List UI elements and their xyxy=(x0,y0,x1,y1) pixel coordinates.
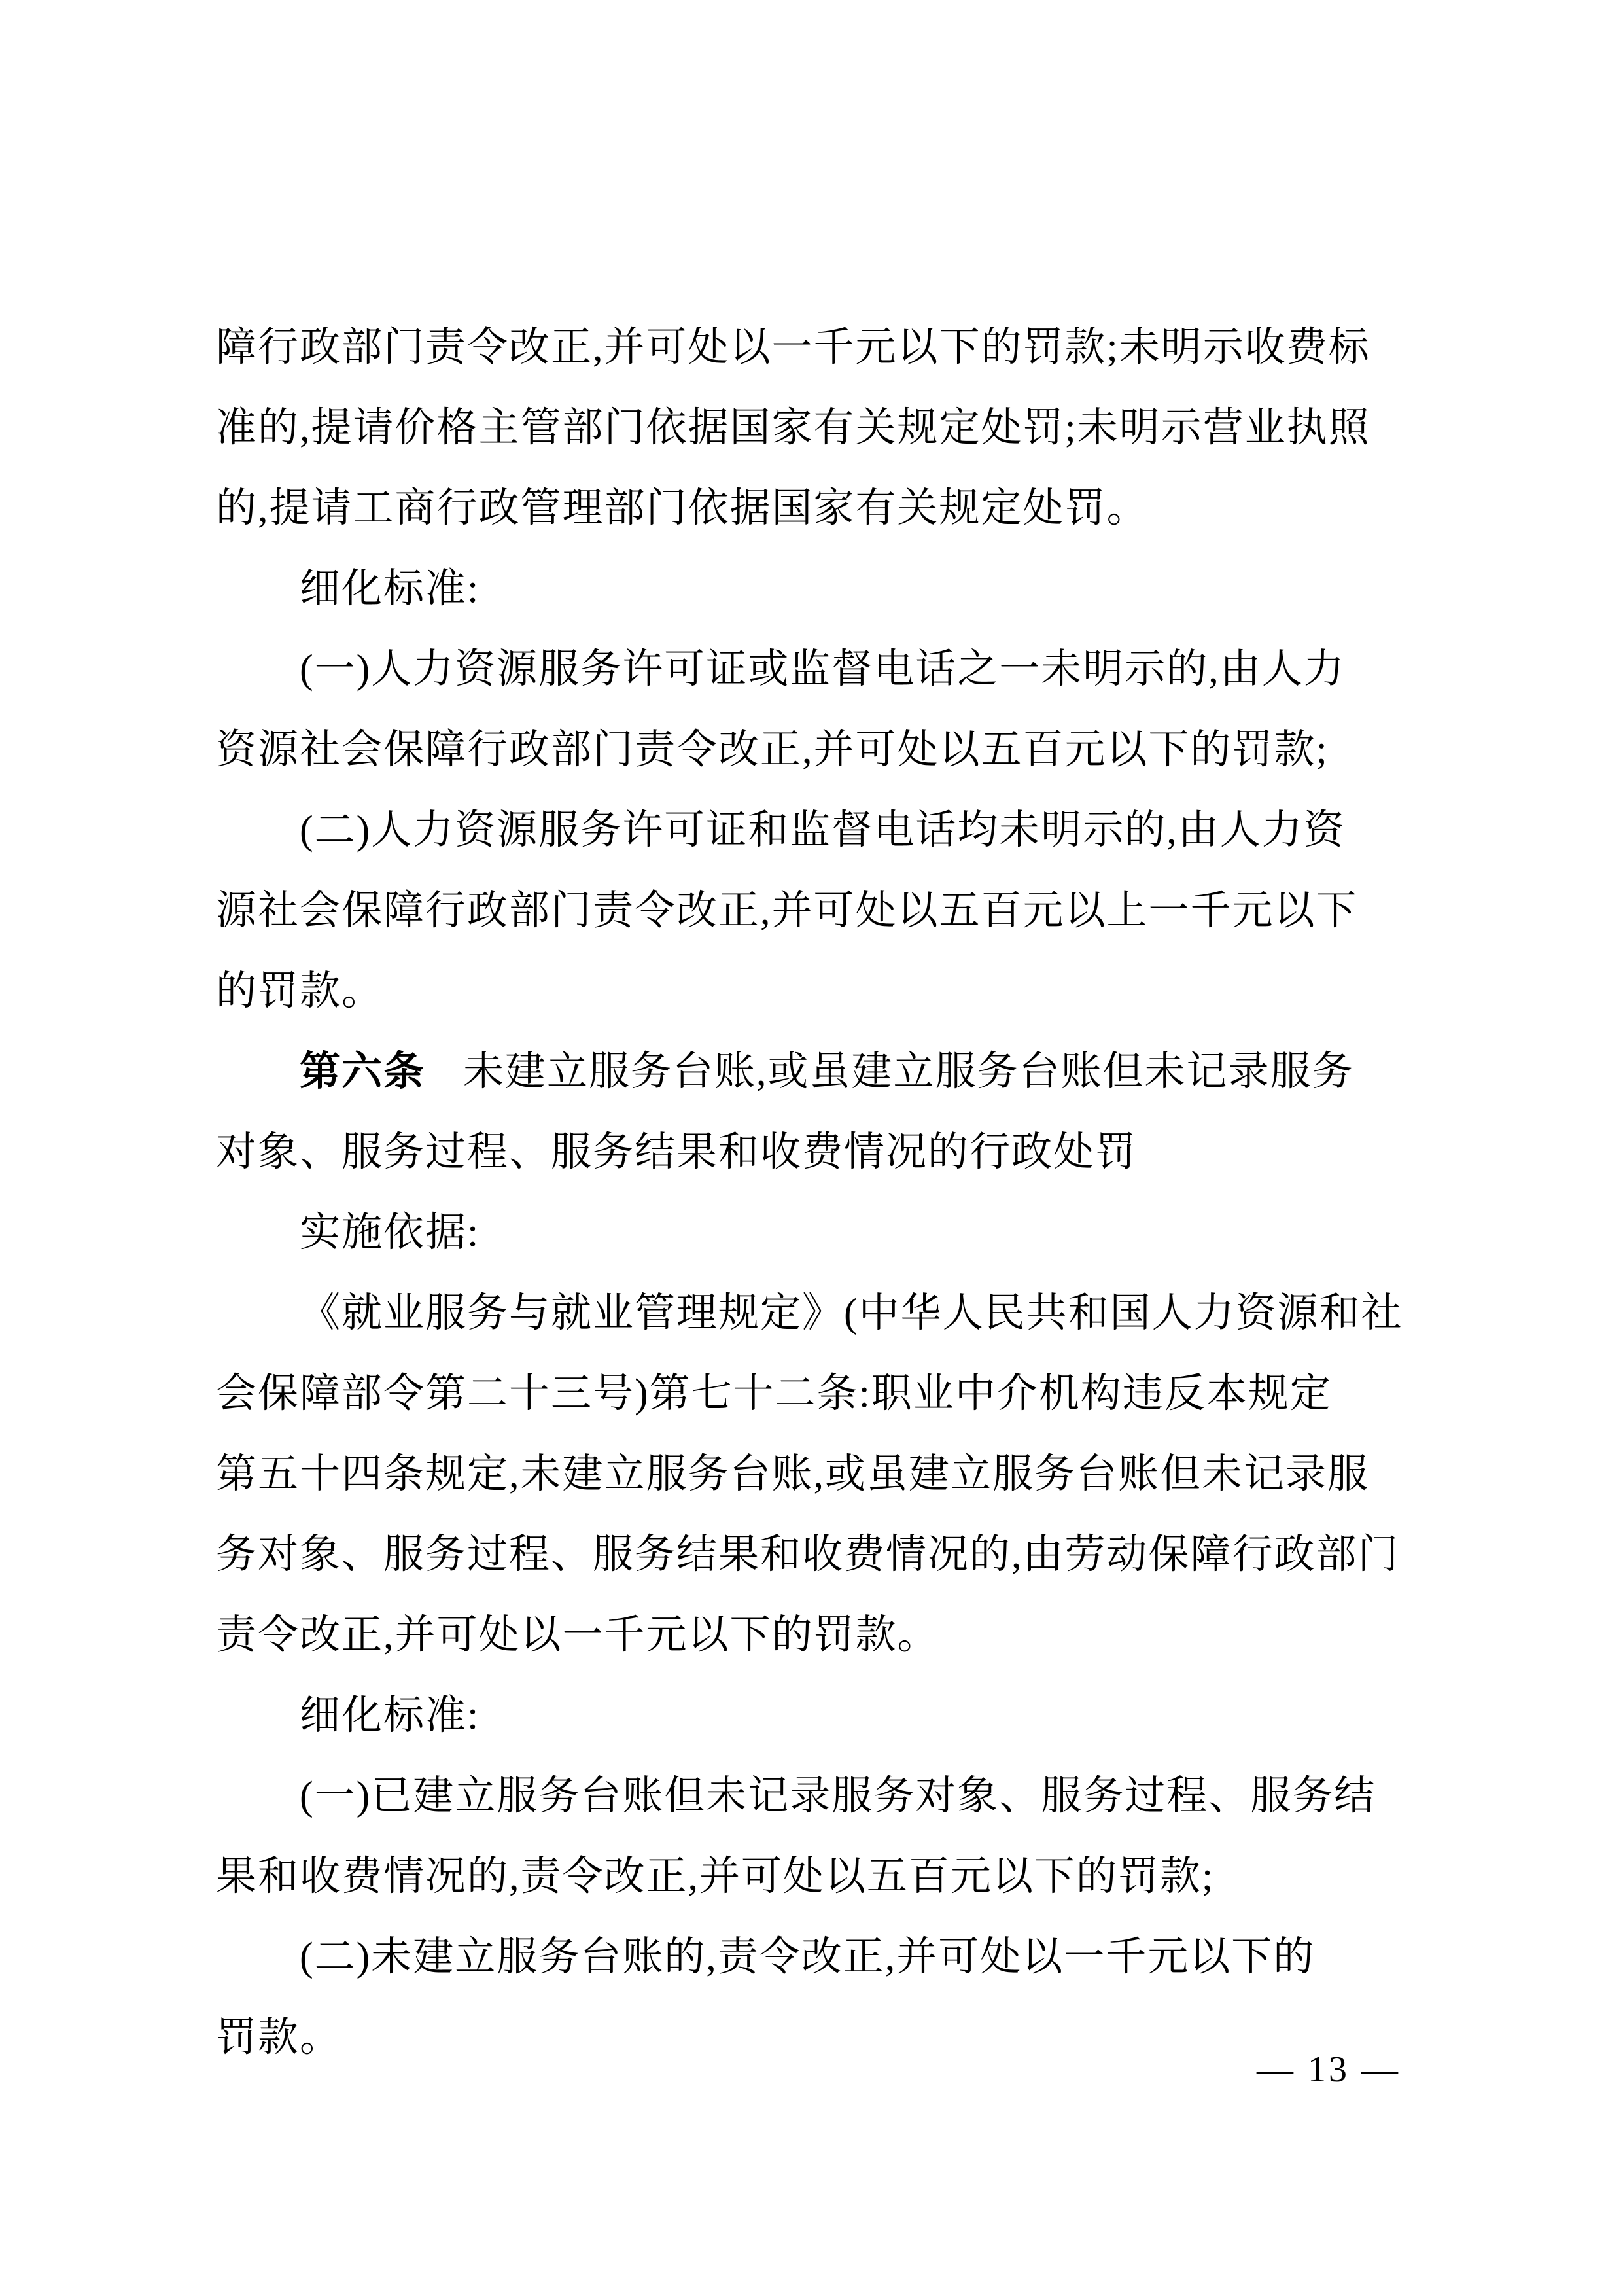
item-1-line: (一)人力资源服务许可证或监督电话之一未明示的,由人力 xyxy=(300,647,1346,692)
text-line: 准的,提请价格主管部门依据国家有关规定处罚;未明示营业执照 xyxy=(216,406,1370,450)
page-number: — 13 — xyxy=(1257,2049,1401,2090)
article-title-continuation: 对象、服务过程、服务结果和收费情况的行政处罚 xyxy=(216,1130,1138,1174)
refine-standard-label: 细化标准: xyxy=(300,567,480,611)
article-6-heading-line xyxy=(216,1032,1410,1112)
article-number: 第六条 xyxy=(300,1050,426,1094)
text-line: 《就业服务与就业管理规定》(中华人民共和国人力资源和社 xyxy=(300,1291,1403,1335)
text-line: 务对象、服务过程、服务结果和收费情况的,由劳动保障行政部门 xyxy=(216,1532,1400,1577)
text-line: 源社会保障行政部门责令改正,并可处以五百元以上一千元以下 xyxy=(216,889,1358,933)
refine-standard-label: 细化标准: xyxy=(300,1693,480,1738)
item-2-line: (二)人力资源服务许可证和监督电话均未明示的,由人力资 xyxy=(300,808,1346,853)
document-body xyxy=(216,308,1410,2078)
text-line: 障行政部门责令改正,并可处以一千元以下的罚款;未明示收费标 xyxy=(216,325,1370,370)
implementation-basis-label: 实施依据: xyxy=(300,1210,480,1255)
text-line: 责令改正,并可处以一千元以下的罚款。 xyxy=(216,1613,939,1657)
text-line: 资源社会保障行政部门责令改正,并可处以五百元以下的罚款; xyxy=(216,728,1329,772)
item-1-line: (一)已建立服务台账但未记录服务对象、服务过程、服务结 xyxy=(300,1774,1376,1818)
text-line: 第五十四条规定,未建立服务台账,或虽建立服务台账但未记录服 xyxy=(216,1452,1370,1496)
item-2-line: (二)未建立服务台账的,责令改正,并可处以一千元以下的 xyxy=(300,1935,1316,1979)
page-footer xyxy=(1257,2047,1401,2093)
text-line: 的,提请工商行政管理部门依据国家有关规定处罚。 xyxy=(216,486,1149,531)
text-line: 的罚款。 xyxy=(216,969,384,1014)
text-line: 果和收费情况的,责令改正,并可处以五百元以下的罚款; xyxy=(216,1854,1215,1899)
text-line: 罚款。 xyxy=(216,2015,342,2060)
text-line: 会保障部令第二十三号)第七十二条:职业中介机构违反本规定 xyxy=(216,1371,1332,1416)
article-title-text: 未建立服务台账,或虽建立服务台账但未记录服务 xyxy=(463,1050,1354,1094)
